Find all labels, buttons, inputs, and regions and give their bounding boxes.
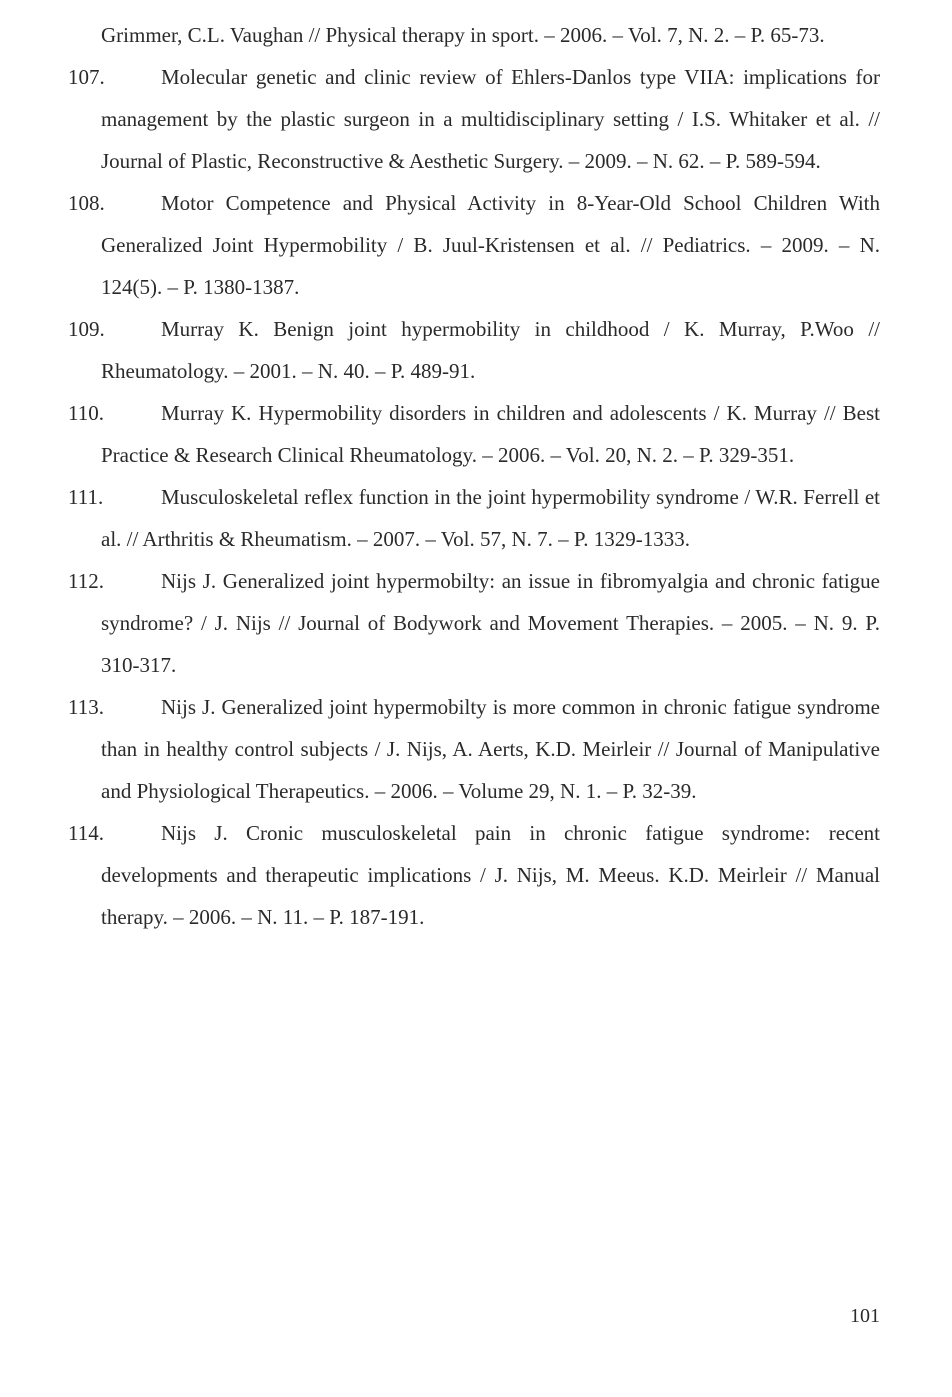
reference-number: 108. — [68, 191, 105, 215]
reference-number: 110. — [68, 401, 104, 425]
reference-item-111 — [0, 476, 952, 560]
reference-number: 114. — [68, 821, 104, 845]
page-number: 101 — [850, 1305, 880, 1327]
reference-text: Nijs J. Generalized joint hypermobilty: an issue in fibromyalgia and chronic fatigue syndrome? / J. Nijs // Journal of Bodywork and Movement Therapies. – 2005. – N. 9. P. 310-317. — [101, 569, 880, 677]
reference-text: Murray K. Benign joint hypermobility in childhood / K. Murray, P.Woo // Rheumatology. – 2001. – N. 40. – P. 489-91. — [101, 317, 880, 383]
reference-text: Grimmer, C.L. Vaughan // Physical therapy in sport. – 2006. – Vol. 7, N. 2. – P. 65-73. — [101, 23, 825, 47]
reference-number: 111. — [68, 485, 104, 509]
reference-item-110 — [0, 392, 952, 476]
reference-item-109 — [0, 308, 952, 392]
reference-text: Nijs J. Cronic musculoskeletal pain in chronic fatigue syndrome: recent developments and therapeutic implications / J. Nijs, M. Meeus. K.D. Meirleir // Manual therapy. – 2006. – N. 11. – P. 187-191. — [101, 821, 880, 929]
reference-item-107 — [0, 56, 952, 182]
reference-text: Nijs J. Generalized joint hypermobilty is more common in chronic fatigue syndrome than in healthy control subjects / J. Nijs, A. Aerts, K.D. Meirleir // Journal of Manipulative and Physiological Therapeutics. – 2006. – Volume 29, N. 1. – P. 32-39. — [101, 695, 880, 803]
reference-item-continued — [0, 14, 952, 56]
reference-item-108 — [0, 182, 952, 308]
reference-number: 109. — [68, 317, 105, 341]
reference-item-112 — [0, 560, 952, 686]
reference-text: Musculoskeletal reflex function in the joint hypermobility syndrome / W.R. Ferrell et al. // Arthritis & Rheumatism. – 2007. – Vol. 57, N. 7. – P. 1329-1333. — [101, 485, 880, 551]
reference-text: Motor Competence and Physical Activity in 8-Year-Old School Children With Generalized Joint Hypermobility / B. Juul-Kristensen et al. // Pediatrics. – 2009. – N. 124(5). – P. 1380-1387. — [101, 191, 880, 299]
reference-number: 112. — [68, 569, 104, 593]
reference-list — [0, 14, 952, 938]
reference-text: Murray K. Hypermobility disorders in children and adolescents / K. Murray // Best Practice & Research Clinical Rheumatology. – 2006. – Vol. 20, N. 2. – P. 329-351. — [101, 401, 880, 467]
reference-number: 113. — [68, 695, 104, 719]
reference-number: 107. — [68, 65, 105, 89]
reference-item-113 — [0, 686, 952, 812]
reference-text: Molecular genetic and clinic review of Ehlers-Danlos type VIIA: implications for management by the plastic surgeon in a multidisciplinary setting / I.S. Whitaker et al. // Journal of Plastic, Reconstructive & Aesthetic Surgery. – 2009. – N. 62. – P. 589-594. — [101, 65, 880, 173]
reference-item-114 — [0, 812, 952, 938]
